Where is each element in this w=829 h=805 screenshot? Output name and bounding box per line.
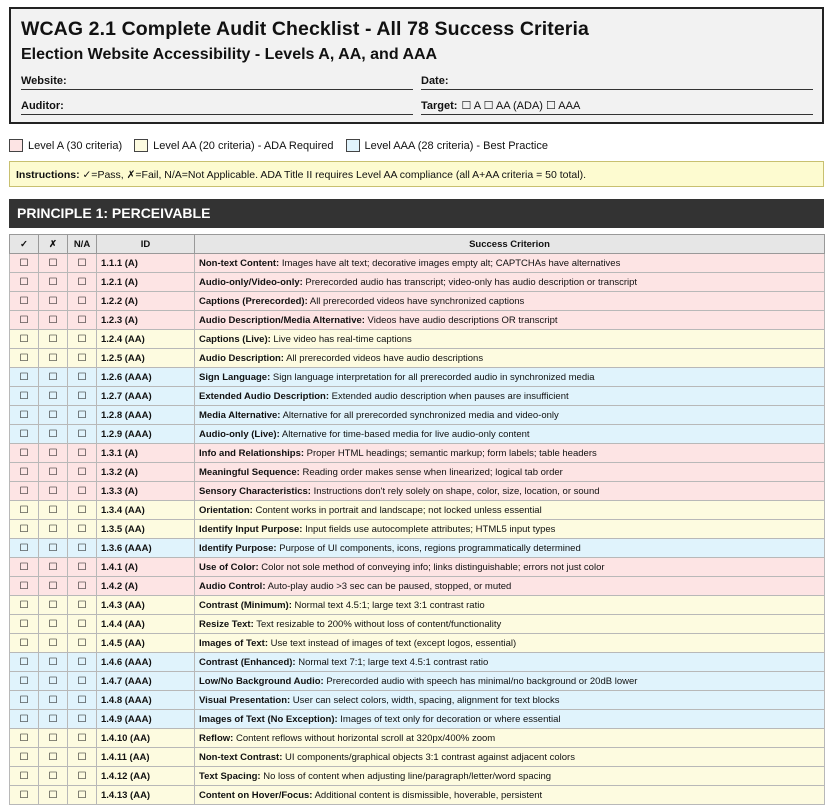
criterion-cell bbox=[195, 292, 825, 311]
fail-checkbox[interactable]: ☐ bbox=[39, 767, 68, 786]
na-checkbox[interactable]: ☐ bbox=[68, 444, 97, 463]
auditor-field[interactable] bbox=[21, 96, 413, 115]
criterion-cell bbox=[195, 444, 825, 463]
table-row bbox=[10, 254, 825, 273]
criterion-cell bbox=[195, 501, 825, 520]
criterion-cell bbox=[195, 615, 825, 634]
instructions-label: Instructions: bbox=[16, 169, 80, 181]
table-row bbox=[10, 349, 825, 368]
pass-checkbox[interactable]: ☐ bbox=[10, 311, 39, 330]
fail-checkbox[interactable]: ☐ bbox=[39, 463, 68, 482]
legend-item-level-aa bbox=[134, 139, 333, 152]
criterion-name: Images of Text (No Exception): bbox=[199, 713, 338, 725]
criterion-cell bbox=[195, 520, 825, 539]
criterion-id: 1.2.5 (AA) bbox=[97, 349, 195, 368]
pass-checkbox[interactable]: ☐ bbox=[10, 710, 39, 729]
criterion-name: Audio-only/Video-only: bbox=[199, 276, 303, 288]
pass-checkbox[interactable]: ☐ bbox=[10, 273, 39, 292]
pass-checkbox[interactable]: ☐ bbox=[10, 387, 39, 406]
pass-checkbox[interactable]: ☐ bbox=[10, 767, 39, 786]
criterion-cell bbox=[195, 254, 825, 273]
na-checkbox[interactable]: ☐ bbox=[68, 501, 97, 520]
criterion-description: Reading order makes sense when linearized; logical tab order bbox=[299, 466, 563, 478]
fail-checkbox[interactable]: ☐ bbox=[39, 425, 68, 444]
fail-checkbox[interactable]: ☐ bbox=[39, 634, 68, 653]
criterion-name: Visual Presentation: bbox=[199, 694, 291, 706]
criterion-cell bbox=[195, 406, 825, 425]
na-checkbox[interactable]: ☐ bbox=[68, 615, 97, 634]
criterion-name: Non-text Content: bbox=[199, 257, 280, 269]
legend-swatch-level-aa bbox=[134, 139, 148, 152]
criterion-name: Orientation: bbox=[199, 504, 253, 516]
criterion-id: 1.4.11 (AA) bbox=[97, 748, 195, 767]
criterion-name: Sensory Characteristics: bbox=[199, 485, 311, 497]
table-row bbox=[10, 786, 825, 805]
criterion-cell bbox=[195, 767, 825, 786]
fail-checkbox[interactable]: ☐ bbox=[39, 710, 68, 729]
pass-checkbox[interactable]: ☐ bbox=[10, 482, 39, 501]
table-row bbox=[10, 672, 825, 691]
website-label: Website: bbox=[21, 75, 67, 87]
criterion-id: 1.2.8 (AAA) bbox=[97, 406, 195, 425]
criterion-name: Captions (Live): bbox=[199, 333, 271, 345]
criterion-id: 1.2.2 (A) bbox=[97, 292, 195, 311]
criterion-name: Non-text Contrast: bbox=[199, 751, 283, 763]
table-row bbox=[10, 558, 825, 577]
na-checkbox[interactable]: ☐ bbox=[68, 425, 97, 444]
criterion-name: Text Spacing: bbox=[199, 770, 261, 782]
col-header-fail: ✗ bbox=[39, 235, 68, 254]
na-checkbox[interactable]: ☐ bbox=[68, 691, 97, 710]
criterion-id: 1.4.3 (AA) bbox=[97, 596, 195, 615]
criterion-description: Normal text 7:1; large text 4.5:1 contrast ratio bbox=[295, 656, 489, 668]
pass-checkbox[interactable]: ☐ bbox=[10, 634, 39, 653]
criterion-cell bbox=[195, 672, 825, 691]
criterion-description: Input fields use autocomplete attributes; HTML5 input types bbox=[302, 523, 556, 535]
criterion-description: Purpose of UI components, icons, regions programmatically determined bbox=[276, 542, 581, 554]
criterion-id: 1.4.5 (AA) bbox=[97, 634, 195, 653]
field-row-2 bbox=[21, 96, 813, 115]
table-row bbox=[10, 520, 825, 539]
criterion-id: 1.2.1 (A) bbox=[97, 273, 195, 292]
criterion-id: 1.4.1 (A) bbox=[97, 558, 195, 577]
na-checkbox[interactable]: ☐ bbox=[68, 653, 97, 672]
pass-checkbox[interactable]: ☐ bbox=[10, 501, 39, 520]
criterion-id: 1.3.6 (AAA) bbox=[97, 539, 195, 558]
criterion-description: Auto-play audio >3 sec can be paused, stopped, or muted bbox=[265, 580, 512, 592]
pass-checkbox[interactable]: ☐ bbox=[10, 463, 39, 482]
fail-checkbox[interactable]: ☐ bbox=[39, 292, 68, 311]
criterion-id: 1.2.6 (AAA) bbox=[97, 368, 195, 387]
table-row bbox=[10, 577, 825, 596]
na-checkbox[interactable]: ☐ bbox=[68, 786, 97, 805]
criterion-description: Content works in portrait and landscape; not locked unless essential bbox=[252, 504, 542, 516]
criterion-name: Info and Relationships: bbox=[199, 447, 305, 459]
pass-checkbox[interactable]: ☐ bbox=[10, 558, 39, 577]
pass-checkbox[interactable]: ☐ bbox=[10, 691, 39, 710]
criterion-description: Proper HTML headings; semantic markup; form labels; table headers bbox=[304, 447, 597, 459]
table-row bbox=[10, 653, 825, 672]
table-row bbox=[10, 710, 825, 729]
pass-checkbox[interactable]: ☐ bbox=[10, 444, 39, 463]
na-checkbox[interactable]: ☐ bbox=[68, 710, 97, 729]
criterion-description: No loss of content when adjusting line/paragraph/letter/word spacing bbox=[260, 770, 552, 782]
criterion-id: 1.3.4 (AA) bbox=[97, 501, 195, 520]
na-checkbox[interactable]: ☐ bbox=[68, 729, 97, 748]
fail-checkbox[interactable]: ☐ bbox=[39, 482, 68, 501]
pass-checkbox[interactable]: ☐ bbox=[10, 330, 39, 349]
criterion-description: Videos have audio descriptions OR transcript bbox=[364, 314, 558, 326]
na-checkbox[interactable]: ☐ bbox=[68, 672, 97, 691]
table-row bbox=[10, 729, 825, 748]
legend-label-level-aa: Level AA (20 criteria) - ADA Required bbox=[153, 139, 334, 152]
auditor-label: Auditor: bbox=[21, 100, 64, 112]
criterion-description: Normal text 4.5:1; large text 3:1 contrast ratio bbox=[291, 599, 485, 611]
pass-checkbox[interactable]: ☐ bbox=[10, 748, 39, 767]
pass-checkbox[interactable]: ☐ bbox=[10, 653, 39, 672]
criterion-description: Alternative for all prerecorded synchronized media and video-only bbox=[280, 409, 559, 421]
criterion-id: 1.3.5 (AA) bbox=[97, 520, 195, 539]
criterion-description: Sign language interpretation for all prerecorded audio in synchronized media bbox=[270, 371, 595, 383]
pass-checkbox[interactable]: ☐ bbox=[10, 292, 39, 311]
table-row bbox=[10, 311, 825, 330]
criterion-cell bbox=[195, 311, 825, 330]
col-header-id: ID bbox=[97, 235, 195, 254]
criterion-description: Color not sole method of conveying info; links distinguishable; errors not just color bbox=[258, 561, 605, 573]
col-header-criterion: Success Criterion bbox=[195, 235, 825, 254]
table-row bbox=[10, 463, 825, 482]
legend-label-level-aaa: Level AAA (28 criteria) - Best Practice bbox=[364, 139, 548, 152]
pass-checkbox[interactable]: ☐ bbox=[10, 539, 39, 558]
fail-checkbox[interactable]: ☐ bbox=[39, 539, 68, 558]
pass-checkbox[interactable]: ☐ bbox=[10, 786, 39, 805]
target-field[interactable] bbox=[421, 96, 813, 115]
criterion-id: 1.2.7 (AAA) bbox=[97, 387, 195, 406]
criterion-name: Meaningful Sequence: bbox=[199, 466, 300, 478]
table-row bbox=[10, 748, 825, 767]
criterion-cell bbox=[195, 577, 825, 596]
table-row bbox=[10, 767, 825, 786]
criterion-name: Low/No Background Audio: bbox=[199, 675, 324, 687]
criterion-id: 1.4.12 (AA) bbox=[97, 767, 195, 786]
criterion-name: Extended Audio Description: bbox=[199, 390, 330, 402]
fail-checkbox[interactable]: ☐ bbox=[39, 406, 68, 425]
fail-checkbox[interactable]: ☐ bbox=[39, 330, 68, 349]
table-row bbox=[10, 444, 825, 463]
criterion-name: Captions (Prerecorded): bbox=[199, 295, 308, 307]
criterion-cell bbox=[195, 539, 825, 558]
na-checkbox[interactable]: ☐ bbox=[68, 482, 97, 501]
criterion-name: Content on Hover/Focus: bbox=[199, 789, 313, 801]
date-field[interactable] bbox=[421, 71, 813, 90]
fail-checkbox[interactable]: ☐ bbox=[39, 254, 68, 273]
table-row bbox=[10, 615, 825, 634]
criterion-cell bbox=[195, 368, 825, 387]
pass-checkbox[interactable]: ☐ bbox=[10, 672, 39, 691]
table-row bbox=[10, 634, 825, 653]
criterion-description: Images of text only for decoration or where essential bbox=[337, 713, 561, 725]
fail-checkbox[interactable]: ☐ bbox=[39, 520, 68, 539]
criterion-name: Resize Text: bbox=[199, 618, 254, 630]
table-row bbox=[10, 539, 825, 558]
fail-checkbox[interactable]: ☐ bbox=[39, 615, 68, 634]
fail-checkbox[interactable]: ☐ bbox=[39, 672, 68, 691]
table-row bbox=[10, 425, 825, 444]
table-row bbox=[10, 273, 825, 292]
criterion-description: UI components/graphical objects 3:1 contrast against adjacent colors bbox=[282, 751, 575, 763]
fail-checkbox[interactable]: ☐ bbox=[39, 387, 68, 406]
criterion-name: Identify Input Purpose: bbox=[199, 523, 303, 535]
criterion-cell bbox=[195, 786, 825, 805]
criterion-cell bbox=[195, 653, 825, 672]
criterion-id: 1.4.4 (AA) bbox=[97, 615, 195, 634]
instructions-box bbox=[9, 161, 824, 187]
criterion-cell bbox=[195, 729, 825, 748]
fail-checkbox[interactable]: ☐ bbox=[39, 748, 68, 767]
fail-checkbox[interactable]: ☐ bbox=[39, 558, 68, 577]
na-checkbox[interactable]: ☐ bbox=[68, 520, 97, 539]
na-checkbox[interactable]: ☐ bbox=[68, 387, 97, 406]
pass-checkbox[interactable]: ☐ bbox=[10, 349, 39, 368]
criterion-name: Use of Color: bbox=[199, 561, 259, 573]
pass-checkbox[interactable]: ☐ bbox=[10, 425, 39, 444]
criterion-name: Contrast (Minimum): bbox=[199, 599, 292, 611]
criterion-cell bbox=[195, 634, 825, 653]
fail-checkbox[interactable]: ☐ bbox=[39, 577, 68, 596]
fail-checkbox[interactable]: ☐ bbox=[39, 444, 68, 463]
criterion-cell bbox=[195, 463, 825, 482]
criterion-id: 1.4.8 (AAA) bbox=[97, 691, 195, 710]
criterion-cell bbox=[195, 387, 825, 406]
criterion-id: 1.4.10 (AA) bbox=[97, 729, 195, 748]
page-title: WCAG 2.1 Complete Audit Checklist - All 78 Success Criteria bbox=[21, 18, 589, 40]
fail-checkbox[interactable]: ☐ bbox=[39, 653, 68, 672]
na-checkbox[interactable]: ☐ bbox=[68, 406, 97, 425]
na-checkbox[interactable]: ☐ bbox=[68, 558, 97, 577]
fail-checkbox[interactable]: ☐ bbox=[39, 691, 68, 710]
criterion-name: Sign Language: bbox=[199, 371, 271, 383]
criterion-description: Images have alt text; decorative images empty alt; CAPTCHAs have alternatives bbox=[279, 257, 621, 269]
pass-checkbox[interactable]: ☐ bbox=[10, 368, 39, 387]
criterion-name: Identify Purpose: bbox=[199, 542, 277, 554]
criterion-cell bbox=[195, 330, 825, 349]
na-checkbox[interactable]: ☐ bbox=[68, 767, 97, 786]
criterion-description: Extended audio description when pauses are insufficient bbox=[329, 390, 569, 402]
criterion-description: All prerecorded videos have audio descriptions bbox=[283, 352, 484, 364]
table-row bbox=[10, 368, 825, 387]
col-header-pass: ✓ bbox=[10, 235, 39, 254]
criterion-id: 1.2.4 (AA) bbox=[97, 330, 195, 349]
criterion-id: 1.4.2 (A) bbox=[97, 577, 195, 596]
criterion-cell bbox=[195, 273, 825, 292]
criterion-id: 1.3.2 (A) bbox=[97, 463, 195, 482]
date-label: Date: bbox=[421, 75, 449, 87]
criterion-id: 1.2.9 (AAA) bbox=[97, 425, 195, 444]
legend-item-level-a bbox=[9, 139, 122, 152]
criterion-name: Audio Control: bbox=[199, 580, 266, 592]
criterion-cell bbox=[195, 425, 825, 444]
fail-checkbox[interactable]: ☐ bbox=[39, 596, 68, 615]
criterion-name: Audio-only (Live): bbox=[199, 428, 280, 440]
criterion-id: 1.4.13 (AA) bbox=[97, 786, 195, 805]
criterion-id: 1.4.9 (AAA) bbox=[97, 710, 195, 729]
table-row bbox=[10, 501, 825, 520]
criterion-description: Content reflows without horizontal scroll at 320px/400% zoom bbox=[233, 732, 496, 744]
table-row bbox=[10, 387, 825, 406]
website-field[interactable] bbox=[21, 71, 413, 90]
criterion-cell bbox=[195, 691, 825, 710]
criterion-cell bbox=[195, 482, 825, 501]
criterion-description: Instructions don't rely solely on shape, color, size, location, or sound bbox=[310, 485, 600, 497]
fail-checkbox[interactable]: ☐ bbox=[39, 501, 68, 520]
criterion-id: 1.3.1 (A) bbox=[97, 444, 195, 463]
criterion-cell bbox=[195, 710, 825, 729]
criterion-id: 1.3.3 (A) bbox=[97, 482, 195, 501]
criterion-cell bbox=[195, 596, 825, 615]
pass-checkbox[interactable]: ☐ bbox=[10, 577, 39, 596]
criterion-name: Reflow: bbox=[199, 732, 234, 744]
na-checkbox[interactable]: ☐ bbox=[68, 330, 97, 349]
criterion-description: Text resizable to 200% without loss of content/functionality bbox=[253, 618, 502, 630]
criterion-name: Contrast (Enhanced): bbox=[199, 656, 296, 668]
na-checkbox[interactable]: ☐ bbox=[68, 292, 97, 311]
criterion-description: Prerecorded audio has transcript; video-only has audio description or transcript bbox=[302, 276, 638, 288]
na-checkbox[interactable]: ☐ bbox=[68, 748, 97, 767]
na-checkbox[interactable]: ☐ bbox=[68, 463, 97, 482]
na-checkbox[interactable]: ☐ bbox=[68, 634, 97, 653]
fail-checkbox[interactable]: ☐ bbox=[39, 349, 68, 368]
na-checkbox[interactable]: ☐ bbox=[68, 349, 97, 368]
fail-checkbox[interactable]: ☐ bbox=[39, 786, 68, 805]
criterion-cell bbox=[195, 558, 825, 577]
legend-swatch-level-aaa bbox=[346, 139, 360, 152]
field-row-1 bbox=[21, 71, 813, 90]
target-label: Target: bbox=[421, 100, 458, 112]
table-row bbox=[10, 596, 825, 615]
legend-label-level-a: Level A (30 criteria) bbox=[28, 139, 123, 152]
pass-checkbox[interactable]: ☐ bbox=[10, 596, 39, 615]
fail-checkbox[interactable]: ☐ bbox=[39, 729, 68, 748]
criterion-description: Use text instead of images of text (except logos, essential) bbox=[267, 637, 517, 649]
table-row bbox=[10, 330, 825, 349]
criterion-name: Audio Description: bbox=[199, 352, 284, 364]
table-row bbox=[10, 406, 825, 425]
criterion-description: Alternative for time-based media for live audio-only content bbox=[279, 428, 530, 440]
na-checkbox[interactable]: ☐ bbox=[68, 254, 97, 273]
col-header-na: N/A bbox=[68, 235, 97, 254]
criterion-description: Additional content is dismissible, hoverable, persistent bbox=[312, 789, 543, 801]
fail-checkbox[interactable]: ☐ bbox=[39, 368, 68, 387]
criterion-name: Audio Description/Media Alternative: bbox=[199, 314, 365, 326]
criteria-table-body bbox=[10, 254, 825, 805]
target-options[interactable]: ☐ A ☐ AA (ADA) ☐ AAA bbox=[461, 100, 581, 112]
table-row bbox=[10, 482, 825, 501]
instructions-text: ✓=Pass, ✗=Fail, N/A=Not Applicable. ADA Title II requires Level AA compliance (all A+AA criteria = 50 total). bbox=[79, 169, 586, 181]
na-checkbox[interactable]: ☐ bbox=[68, 577, 97, 596]
criterion-description: User can select colors, width, spacing, alignment for text blocks bbox=[290, 694, 560, 706]
na-checkbox[interactable]: ☐ bbox=[68, 273, 97, 292]
table-header-row bbox=[10, 235, 825, 254]
pass-checkbox[interactable]: ☐ bbox=[10, 729, 39, 748]
principle-heading: PRINCIPLE 1: PERCEIVABLE bbox=[9, 199, 824, 228]
criterion-name: Images of Text: bbox=[199, 637, 268, 649]
page-subtitle: Election Website Accessibility - Levels A, AA, and AAA bbox=[21, 46, 438, 63]
criterion-id: 1.4.6 (AAA) bbox=[97, 653, 195, 672]
na-checkbox[interactable]: ☐ bbox=[68, 539, 97, 558]
header-box bbox=[9, 7, 824, 124]
na-checkbox[interactable]: ☐ bbox=[68, 596, 97, 615]
table-row bbox=[10, 691, 825, 710]
table-row bbox=[10, 292, 825, 311]
criterion-id: 1.2.3 (A) bbox=[97, 311, 195, 330]
criterion-cell bbox=[195, 349, 825, 368]
na-checkbox[interactable]: ☐ bbox=[68, 368, 97, 387]
criterion-description: All prerecorded videos have synchronized captions bbox=[307, 295, 525, 307]
legend-swatch-level-a bbox=[9, 139, 23, 152]
criterion-id: 1.4.7 (AAA) bbox=[97, 672, 195, 691]
na-checkbox[interactable]: ☐ bbox=[68, 311, 97, 330]
pass-checkbox[interactable]: ☐ bbox=[10, 520, 39, 539]
fail-checkbox[interactable]: ☐ bbox=[39, 273, 68, 292]
fail-checkbox[interactable]: ☐ bbox=[39, 311, 68, 330]
legend-item-level-aaa bbox=[346, 139, 548, 152]
pass-checkbox[interactable]: ☐ bbox=[10, 406, 39, 425]
criterion-description: Prerecorded audio with speech has minimal/no background or 20dB lower bbox=[323, 675, 638, 687]
legend bbox=[9, 139, 560, 152]
pass-checkbox[interactable]: ☐ bbox=[10, 615, 39, 634]
criterion-description: Live video has real-time captions bbox=[270, 333, 412, 345]
pass-checkbox[interactable]: ☐ bbox=[10, 254, 39, 273]
criteria-table bbox=[9, 234, 825, 805]
criterion-id: 1.1.1 (A) bbox=[97, 254, 195, 273]
criterion-cell bbox=[195, 748, 825, 767]
criterion-name: Media Alternative: bbox=[199, 409, 281, 421]
